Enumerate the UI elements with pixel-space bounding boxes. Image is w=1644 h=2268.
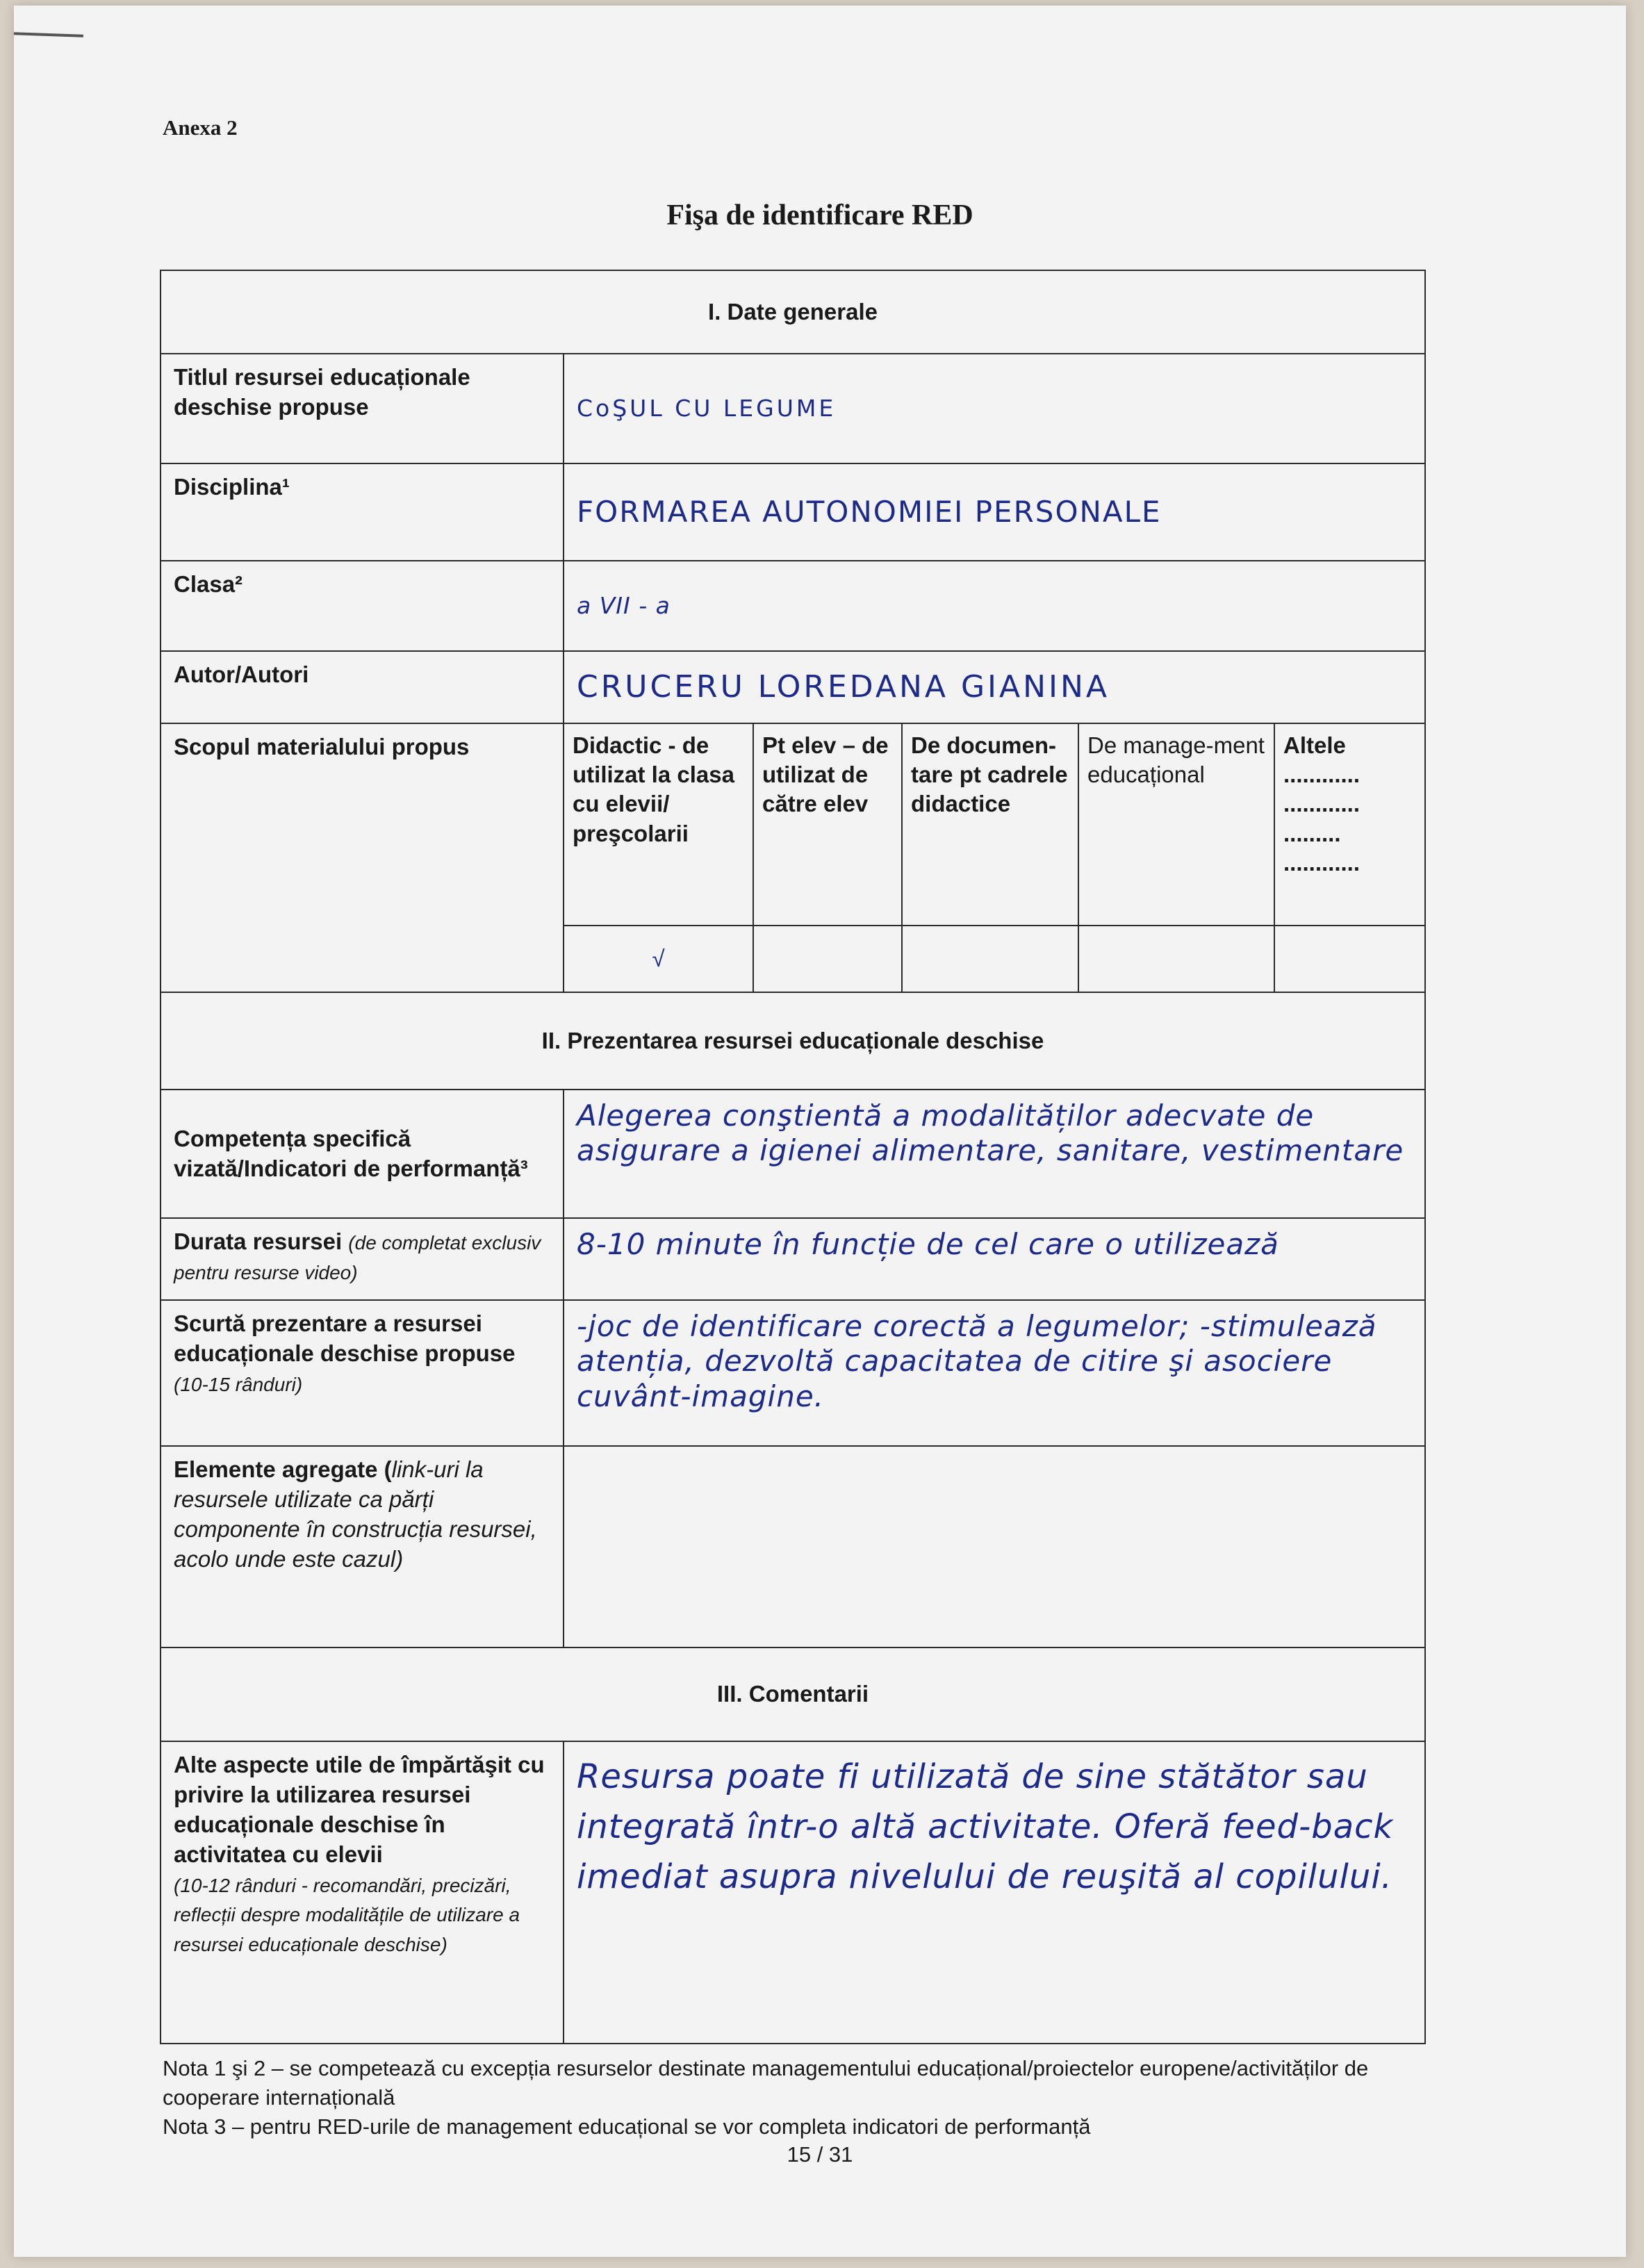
scope-options-cell [564, 723, 1425, 992]
duration-label: Durata resursei [174, 1228, 343, 1254]
competence-value: Alegerea conştientă a modalităților adecvate de asigurare a igienei alimentare, sanitare, vestimentare [564, 1090, 1425, 1218]
title-label: Titlul resursei educaționale deschise propuse [161, 354, 564, 463]
elements-value [564, 1446, 1425, 1647]
elements-note: link-uri la resursele utilizate ca părți componente în construcția resursei, acolo unde este cazul) [174, 1456, 537, 1572]
other-aspects-value: Resursa poate fi utilizată de sine stătător sau integrată într-o altă activitate. Oferă feed-back imediat asupra nivelului de reuşită al copilului. [564, 1741, 1425, 2044]
scope-check-other [1274, 926, 1426, 992]
footnote-2: Nota 3 – pentru RED-urile de management educațional se vor completa indicatori de performanță [163, 2114, 1091, 2139]
title-value: CoŞUL CU LEGUME [564, 354, 1425, 463]
duration-note: (de completat exclusiv pentru resurse video) [174, 1232, 541, 1283]
scope-check-student [753, 926, 902, 992]
summary-label: Scurtă prezentare a resursei educaționale deschise propuse [174, 1310, 516, 1366]
scope-check-documentation [902, 926, 1078, 992]
class-value: a VII - a [564, 561, 1425, 651]
duration-label-cell [161, 1218, 564, 1300]
staple-mark [14, 32, 83, 37]
scope-option-didactic: Didactic - de utilizat la clasa cu elevii/ preşcolarii [564, 724, 753, 926]
scope-label: Scopul materialului propus [161, 723, 564, 992]
elements-label: Elemente agregate ( [174, 1456, 392, 1482]
summary-value: -joc de identificare corectă a legumelor; -stimulează atenția, dezvoltă capacitatea de citire şi asociere cuvânt-imagine. [564, 1300, 1425, 1446]
discipline-value: FORMAREA AUTONOMIEI PERSONALE [564, 463, 1425, 561]
scope-option-documentation: De documen-tare pt cadrele didactice [902, 724, 1078, 926]
annex-label: Anexa 2 [163, 115, 238, 140]
author-label: Autor/Autori [161, 651, 564, 723]
scope-option-other: Altele ............ ............ ......... ............ [1274, 724, 1426, 926]
other-aspects-note: (10-12 rânduri - recomandări, precizări, reflecții despre modalitățile de utilizare a resursei educaționale deschise) [174, 1874, 520, 1956]
elements-label-cell [161, 1446, 564, 1647]
discipline-label: Disciplina¹ [161, 463, 564, 561]
scope-options-table [564, 724, 1426, 992]
footnotes [163, 2054, 1448, 2142]
page-number: 15 / 31 [787, 2142, 853, 2167]
duration-value: 8-10 minute în funcție de cel care o utilizează [564, 1218, 1425, 1300]
summary-label-cell [161, 1300, 564, 1446]
summary-note: (10-15 rânduri) [174, 1373, 303, 1395]
other-aspects-label: Alte aspecte utile de împărtăşit cu privire la utilizarea resursei educaționale deschise în activitatea cu elevii [174, 1752, 545, 1867]
scope-option-student: Pt elev – de utilizat de către elev [753, 724, 902, 926]
document-title: Fişa de identificare RED [666, 199, 973, 231]
scope-option-management: De manage-ment educațional [1078, 724, 1274, 926]
competence-label: Competența specifică vizată/Indicatori de performanță³ [161, 1090, 564, 1218]
author-value: CRUCERU LOREDANA GIANINA [564, 651, 1425, 723]
paper-sheet [14, 6, 1626, 2257]
scope-check-management [1078, 926, 1274, 992]
identification-form [160, 270, 1426, 2044]
section-comments-heading: III. Comentarii [161, 1647, 1425, 1741]
footnote-1: Nota 1 şi 2 – se competează cu excepția resurselor destinate managementului educațional/proiectelor europene/activităților de cooperare internațională [163, 2056, 1369, 2110]
class-label: Clasa² [161, 561, 564, 651]
section-general-heading: I. Date generale [161, 270, 1425, 354]
other-aspects-label-cell [161, 1741, 564, 2044]
scope-checkmark: √ [564, 926, 753, 992]
section-presentation-heading: II. Prezentarea resursei educaționale deschise [161, 992, 1425, 1090]
